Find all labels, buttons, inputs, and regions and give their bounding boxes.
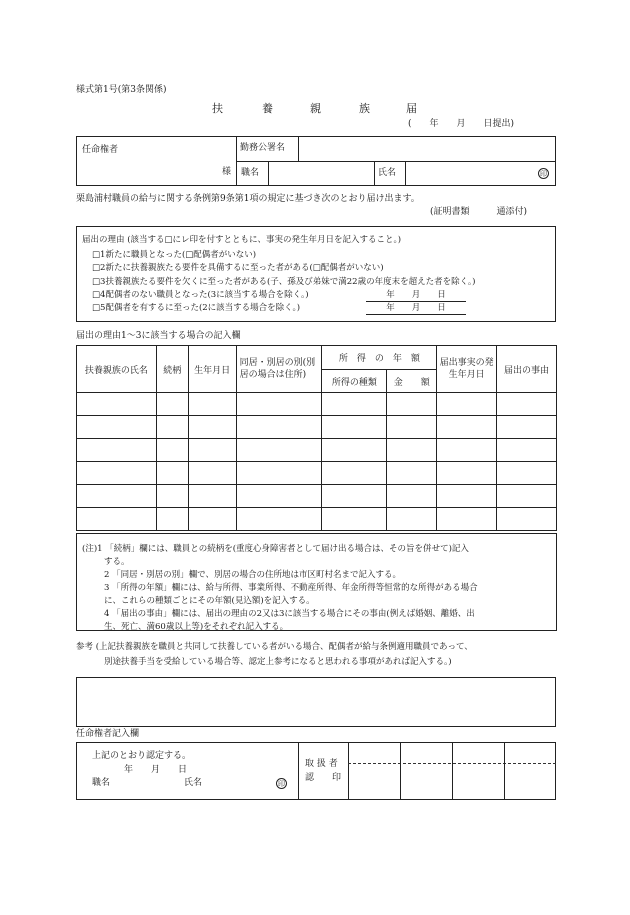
certify-name-label: 氏名 <box>184 778 203 788</box>
note-3-cont: に、これらの種類ごとにその年額(見込額)を記入する。 <box>104 596 315 606</box>
cell-residence[interactable] <box>236 508 322 531</box>
cell-reason[interactable] <box>497 462 557 485</box>
title-char: 親 <box>310 102 321 115</box>
header-residence: 同居・別居の別(別居の場合は住所) <box>236 346 322 393</box>
table-row <box>77 416 557 439</box>
cell-income-amount[interactable] <box>387 508 437 531</box>
note-4: 4 「届出の事由」欄には、届出の理由の2又は3に該当する場合にその事由(例えば婚姻、離婚、出 <box>104 609 475 619</box>
note-4-cont: 生、死亡、満60歳以上等)をそれぞれ記入する。 <box>104 622 289 632</box>
cell-income-amount[interactable] <box>387 393 437 416</box>
cell-reason[interactable] <box>497 439 557 462</box>
cell-income-amount[interactable] <box>387 462 437 485</box>
cell-income-type[interactable] <box>322 439 387 462</box>
table-row <box>77 508 557 531</box>
cell-reason[interactable] <box>497 485 557 508</box>
reason-date-4[interactable]: 年 月 日 <box>386 290 446 300</box>
reason-item-4[interactable]: □4配偶者のない職員となった(3に該当する場合を除く。) <box>92 290 309 300</box>
note-3: 3 「所得の年額」欄には、給与所得、事業所得、不動産所得、年金所得等恒常的な所得がある場合 <box>104 583 478 593</box>
intro-text: 栗島浦村職員の給与に関する条例第9条第1項の規定に基づき次のとおり届け出ます。 <box>76 194 420 204</box>
cell-residence[interactable] <box>236 393 322 416</box>
cell-relation[interactable] <box>156 462 188 485</box>
cell-birth[interactable] <box>188 393 236 416</box>
cell-reason[interactable] <box>497 416 557 439</box>
cell-occurrence[interactable] <box>437 462 497 485</box>
header-income-type: 所得の種類 <box>322 370 387 393</box>
cell-name[interactable] <box>77 439 157 462</box>
title-char: 扶 <box>212 102 223 115</box>
stamp-cell[interactable] <box>350 765 398 798</box>
position-field[interactable] <box>270 163 372 184</box>
seal-icon: 印 <box>278 780 285 788</box>
cell-residence[interactable] <box>236 462 322 485</box>
cell-relation[interactable] <box>156 439 188 462</box>
name-field[interactable] <box>407 163 535 184</box>
submission-date: ( 年 月 日提出) <box>408 119 515 129</box>
title-char: 族 <box>359 102 370 115</box>
cell-birth[interactable] <box>188 439 236 462</box>
cell-occurrence[interactable] <box>437 439 497 462</box>
cell-relation[interactable] <box>156 393 188 416</box>
position-label: 職名 <box>241 168 260 178</box>
stamp-cell[interactable] <box>402 765 450 798</box>
reason-item-3[interactable]: □3扶養親族たる要件を欠くに至った者がある(子、孫及び弟妹で満22歳の年度末を超えた者を除く。) <box>92 277 476 287</box>
office-label: 勤務公署名 <box>240 143 286 153</box>
cell-name[interactable] <box>77 462 157 485</box>
seal-icon: 印 <box>540 170 547 178</box>
stamp-label: 認 印 <box>305 773 342 783</box>
reason-item-1[interactable]: □1新たに職員となった(□配偶者がいない) <box>92 250 257 260</box>
table-row <box>77 439 557 462</box>
cell-occurrence[interactable] <box>437 393 497 416</box>
office-field[interactable] <box>300 138 554 159</box>
cell-income-amount[interactable] <box>387 416 437 439</box>
header-relation: 続柄 <box>156 346 188 393</box>
title-char: 養 <box>262 102 273 115</box>
remarks-field[interactable] <box>76 677 556 727</box>
cell-relation[interactable] <box>156 508 188 531</box>
header-income: 所 得 の 年 額 <box>322 346 437 370</box>
stamp-cell[interactable] <box>506 765 554 798</box>
cell-income-type[interactable] <box>322 462 387 485</box>
cell-income-type[interactable] <box>322 393 387 416</box>
table-row <box>77 393 557 416</box>
header-reason: 届出の事由 <box>497 346 557 393</box>
cell-residence[interactable] <box>236 439 322 462</box>
remarks-line-2: 別途扶養手当を受給している場合等、認定上参考になると思われる事項があれば記入する。) <box>104 657 452 667</box>
cell-reason[interactable] <box>497 393 557 416</box>
table-caption: 届出の理由1〜3に該当する場合の記入欄 <box>76 331 241 341</box>
cell-income-type[interactable] <box>322 485 387 508</box>
cell-occurrence[interactable] <box>437 508 497 531</box>
cell-residence[interactable] <box>236 416 322 439</box>
header-income-amount: 金 額 <box>387 370 437 393</box>
cell-relation[interactable] <box>156 416 188 439</box>
appointer-label: 任命権者 <box>82 145 119 155</box>
title-char: 届 <box>406 102 417 115</box>
cell-residence[interactable] <box>236 485 322 508</box>
header-occurrence: 届出事実の発生年月日 <box>437 346 497 393</box>
cell-name[interactable] <box>77 508 157 531</box>
reason-item-2[interactable]: □2新たに扶養親族たる要件を具備するに至った者がある(□配偶者がいない) <box>92 263 384 273</box>
reason-date-5[interactable]: 年 月 日 <box>386 303 446 313</box>
cell-reason[interactable] <box>497 508 557 531</box>
cell-occurrence[interactable] <box>437 416 497 439</box>
note-1-cont: する。 <box>104 557 130 567</box>
form-number: 様式第1号(第3条関係) <box>76 85 167 95</box>
handler-label: 取 扱 者 <box>305 759 338 769</box>
appointer-caption: 任命権者記入欄 <box>76 729 140 739</box>
cell-name[interactable] <box>77 416 157 439</box>
note-1: (注)1 「続柄」欄には、職員との続柄を(重度心身障害者として届け出る場合は、その旨を併せて)記入 <box>82 544 469 554</box>
reason-item-5[interactable]: □5配偶者を有するに至った(2に該当する場合を除く。) <box>92 303 301 313</box>
cell-birth[interactable] <box>188 508 236 531</box>
cell-income-type[interactable] <box>322 508 387 531</box>
cell-name[interactable] <box>77 393 157 416</box>
cell-relation[interactable] <box>156 485 188 508</box>
name-label: 氏名 <box>378 168 397 178</box>
certify-position-label: 職名 <box>92 778 111 788</box>
reason-heading: 届出の理由 (該当する□にレ印を付すとともに、事実の発生年月日を記入すること。) <box>82 235 402 245</box>
honorific: 様 <box>222 167 232 177</box>
cell-birth[interactable] <box>188 416 236 439</box>
table-row <box>77 485 557 508</box>
cell-income-type[interactable] <box>322 416 387 439</box>
cell-income-amount[interactable] <box>387 485 437 508</box>
header-birth: 生年月日 <box>188 346 236 393</box>
cell-name[interactable] <box>77 485 157 508</box>
stamp-cell[interactable] <box>454 765 502 798</box>
cell-occurrence[interactable] <box>437 485 497 508</box>
cell-birth[interactable] <box>188 462 236 485</box>
certify-text: 上記のとおり認定する。 <box>92 751 192 761</box>
table-row <box>77 462 557 485</box>
cell-birth[interactable] <box>188 485 236 508</box>
attachment-note: (証明書類 通添付) <box>430 207 528 217</box>
certify-date[interactable]: 年 月 日 <box>124 765 188 775</box>
note-2: 2 「同居・別居の別」欄で、別居の場合の住所地は市区町村名まで記入する。 <box>104 570 401 580</box>
header-name: 扶養親族の氏名 <box>77 346 157 393</box>
dependents-table <box>76 345 557 531</box>
remarks-line-1: 参考 (上記扶養親族を職員と共同して扶養している者がいる場合、配偶者が給与条例適用職員であって、 <box>76 642 473 652</box>
cell-income-amount[interactable] <box>387 439 437 462</box>
